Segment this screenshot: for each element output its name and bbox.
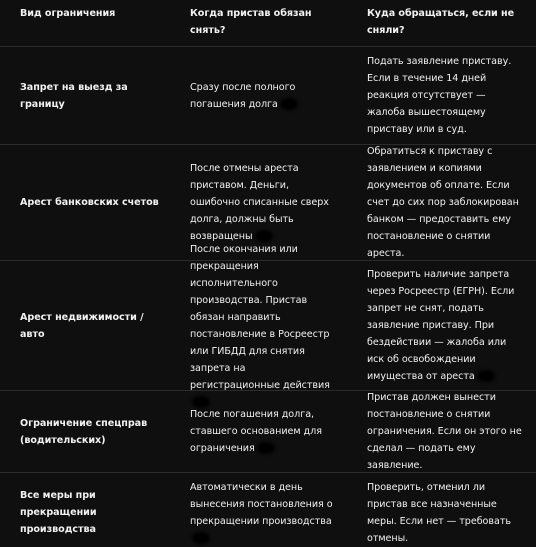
cell-where-apply: Подать заявление приставу. Если в течение 14 дней реакция отсутствует — жалоба вышестоящему приставу или в суд. <box>367 56 512 135</box>
cell-when-remove: После отмены ареста приставом. Деньги, ошибочно списанные сверх долга, должны быть возвращены <box>190 163 329 242</box>
redaction-blot <box>282 100 296 108</box>
cell-when-remove: Сразу после полного погашения долга <box>190 81 296 110</box>
redaction-blot <box>479 372 493 380</box>
cell-restriction-type: Арест банковских счетов <box>20 197 159 208</box>
header-where-apply: Куда обращаться, если не сняли? <box>367 8 515 36</box>
cell-where-apply: Проверить наличие запрета через Росреестр (ЕГРН). Если запрет не снят, подать заявление приставу. При бездействии — жалоба или иск об освобождении имущества от ареста <box>367 269 515 382</box>
cell-restriction-type: Ограничение спецправ (водительских) <box>20 417 148 446</box>
cell-when-remove: Автоматически в день вынесения постановления о прекращении производства <box>170 473 346 535</box>
header-when-remove: Когда пристав обязан снять? <box>190 8 312 36</box>
cell-where-apply: Обратиться к приставу с заявлением и копиями документов об оплате. Если счет до сих пор заблокирован банком — предоставить ему постановление о снятии ареста. <box>367 146 519 259</box>
cell-when-remove: После окончания или прекращения исполнительного производства. Пристав обязан направить постановление в Росреестр или ГИБДД для снятия запрета на регистрационные действия <box>170 261 346 390</box>
header-restriction-type: Вид ограничения <box>20 8 116 19</box>
table-row <box>0 391 536 473</box>
redaction-blot <box>259 444 273 452</box>
cell-where-apply: Проверить, отменил ли пристав все назначенные меры. Если нет — требовать отмены. <box>367 482 511 544</box>
table-header-row <box>0 0 536 47</box>
redaction-blot <box>257 232 271 240</box>
cell-restriction-type: Запрет на выезд за границу <box>20 81 128 110</box>
cell-restriction-type: Арест недвижимости / авто <box>20 311 144 340</box>
redaction-blot <box>194 534 208 542</box>
table-row <box>0 47 536 145</box>
cell-where-apply: Пристав должен вынести постановление о снятии ограничения. Если он этого не сделал — подать ему заявление. <box>367 392 522 471</box>
table-row <box>0 473 536 544</box>
table-row <box>0 243 536 391</box>
cell-restriction-type: Все меры при прекращении производства <box>20 490 97 535</box>
cell-when-remove: После погашения долга, ставшего основанием для ограничения <box>190 409 322 454</box>
